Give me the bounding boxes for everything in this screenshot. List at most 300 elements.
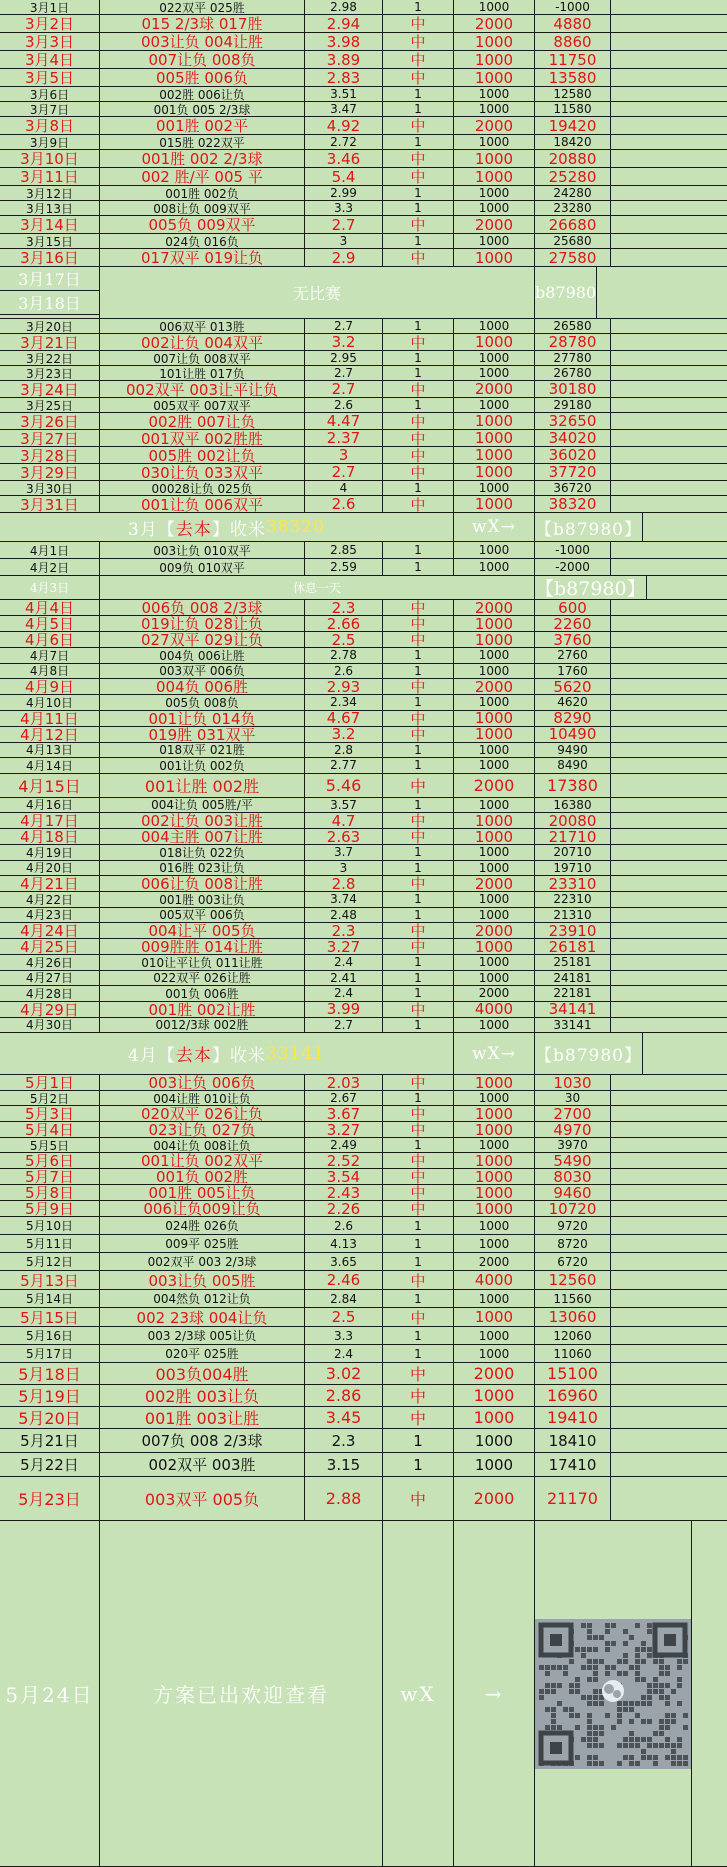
odds-cell: 2.78: [305, 648, 383, 663]
odds-cell: 2.49: [305, 1138, 383, 1152]
result-cell: 中: [383, 1122, 454, 1137]
date-cell: 5月13日: [0, 1271, 100, 1289]
balance-cell: 20710: [535, 845, 611, 860]
balance-cell: 10720: [535, 1201, 611, 1216]
table-row: [0, 664, 727, 680]
stake-cell: 1000: [454, 813, 535, 828]
match-cell: 007让负 008负: [100, 51, 305, 68]
stake-cell: 2000: [454, 1253, 535, 1270]
date-cell: 3月31日: [0, 496, 100, 512]
balance-cell: 22181: [535, 986, 611, 1001]
odds-cell: 2.7: [305, 216, 383, 233]
date-cell: 3月12日: [0, 186, 100, 200]
match-cell: 001让胜 002胜: [100, 774, 305, 797]
result-cell: 1: [383, 481, 454, 495]
rest-date: 4月3日: [0, 576, 100, 599]
stake-cell: 2000: [454, 923, 535, 938]
table-row: [0, 334, 727, 351]
odds-cell: 3.47: [305, 102, 383, 116]
table-row: [0, 1290, 727, 1308]
table-row: [0, 1271, 727, 1290]
balance-cell: 16960: [535, 1385, 611, 1406]
table-row: [0, 0, 727, 15]
balance-cell: 5490: [535, 1153, 611, 1168]
balance-cell: 23280: [535, 201, 611, 215]
rest-text: 休息一天: [100, 576, 535, 599]
balance-cell: 2260: [535, 616, 611, 631]
date-cell: 3月4日: [0, 51, 100, 68]
balance-cell: 12060: [535, 1327, 611, 1344]
table-row: [0, 829, 727, 845]
summary-mid: 】收米: [211, 519, 266, 540]
date-cell: 4月10日: [0, 695, 100, 710]
result-cell: 1: [383, 743, 454, 758]
match-cell: 001负 002胜: [100, 1169, 305, 1184]
break-date-list: [0, 267, 99, 318]
odds-cell: 3.45: [305, 1407, 383, 1428]
odds-cell: 3.98: [305, 33, 383, 50]
match-cell: 001胜 002负: [100, 186, 305, 200]
table-row: [0, 464, 727, 481]
match-cell: 003让负 004让胜: [100, 33, 305, 50]
odds-cell: 3.02: [305, 1363, 383, 1384]
table-row: [0, 600, 727, 616]
result-cell: 1: [383, 758, 454, 773]
table-row: [0, 249, 727, 267]
result-cell: 中: [383, 1385, 454, 1406]
date-cell: 5月3日: [0, 1106, 100, 1121]
table-row: [0, 695, 727, 711]
result-cell: 1: [383, 1345, 454, 1362]
odds-cell: 2.5: [305, 632, 383, 647]
result-cell: 中: [383, 1477, 454, 1520]
date-cell: 3月10日: [0, 150, 100, 167]
date-cell: 4月5日: [0, 616, 100, 631]
break-date: 3月17日: [0, 267, 99, 291]
table-row: [0, 1327, 727, 1345]
match-cell: 101让胜 017负: [100, 366, 305, 380]
odds-cell: 2.43: [305, 1185, 383, 1200]
date-cell: 4月12日: [0, 727, 100, 742]
odds-cell: 2.77: [305, 758, 383, 773]
match-cell: 030让负 033双平: [100, 464, 305, 480]
result-cell: 1: [383, 366, 454, 380]
stake-cell: 1000: [454, 542, 535, 558]
balance-cell: 27780: [535, 351, 611, 365]
match-cell: 001胜 002平: [100, 117, 305, 134]
table-row: [0, 1385, 727, 1407]
stake-cell: 1000: [454, 135, 535, 149]
stake-cell: 1000: [454, 1201, 535, 1216]
summary-text: [0, 1033, 454, 1074]
match-cell: 004让平 005负: [100, 923, 305, 938]
result-cell: 中: [383, 1271, 454, 1289]
result-cell: 中: [383, 1106, 454, 1121]
balance-cell: 34020: [535, 430, 611, 446]
result-cell: 1: [383, 845, 454, 860]
table-row: [0, 923, 727, 939]
stake-cell: 1000: [454, 559, 535, 575]
match-cell: 005负 009双平: [100, 216, 305, 233]
result-cell: 1: [383, 986, 454, 1001]
stake-cell: 1000: [454, 798, 535, 813]
odds-cell: 2.98: [305, 0, 383, 14]
match-cell: 015胜 022双平: [100, 135, 305, 149]
stake-cell: 1000: [454, 1169, 535, 1184]
date-cell: 4月27日: [0, 971, 100, 986]
stake-cell: 2000: [454, 600, 535, 615]
match-cell: 024负 016负: [100, 234, 305, 248]
stake-cell: 1000: [454, 1327, 535, 1344]
no-match-text: 无比赛: [100, 267, 535, 318]
table-row: [0, 351, 727, 366]
result-cell: 中: [383, 1201, 454, 1216]
stake-cell: 1000: [454, 398, 535, 412]
match-cell: 001胜 003让负: [100, 892, 305, 907]
balance-cell: 26680: [535, 216, 611, 233]
balance-cell: 11750: [535, 51, 611, 68]
balance-cell: 34141: [535, 1002, 611, 1017]
table-row: [0, 1185, 727, 1201]
date-cell: 4月15日: [0, 774, 100, 797]
break-date: 3月18日: [0, 291, 99, 315]
balance-cell: 15100: [535, 1363, 611, 1384]
match-cell: 006负 008 2/3球: [100, 600, 305, 615]
date-cell: 3月21日: [0, 334, 100, 350]
qr-code-icon: [535, 1619, 691, 1769]
date-cell: 3月30日: [0, 481, 100, 495]
table-row: [0, 234, 727, 249]
date-cell: 3月11日: [0, 168, 100, 185]
date-cell: 5月9日: [0, 1201, 100, 1216]
match-cell: 010让平让负 011让胜: [100, 955, 305, 970]
date-cell: 3月9日: [0, 135, 100, 149]
result-cell: 中: [383, 168, 454, 185]
match-cell: 004让负 008让负: [100, 1138, 305, 1152]
match-cell: 001负 005 2/3球: [100, 102, 305, 116]
odds-cell: 2.88: [305, 1477, 383, 1520]
match-cell: 019让负 028让负: [100, 616, 305, 631]
date-cell: 3月3日: [0, 33, 100, 50]
odds-cell: 3.74: [305, 892, 383, 907]
stake-cell: 1000: [454, 87, 535, 101]
table-row: [0, 102, 727, 117]
date-cell: 3月6日: [0, 87, 100, 101]
table-row: [0, 892, 727, 908]
odds-cell: 2.7: [305, 464, 383, 480]
table-row: [0, 616, 727, 632]
stake-cell: 1000: [454, 150, 535, 167]
table-row: [0, 33, 727, 51]
date-cell: 3月16日: [0, 249, 100, 266]
odds-cell: 3.99: [305, 1002, 383, 1017]
balance-cell: 19710: [535, 861, 611, 876]
odds-cell: 3.7: [305, 845, 383, 860]
odds-cell: 2.63: [305, 829, 383, 844]
odds-cell: 2.41: [305, 971, 383, 986]
table-row: [0, 1153, 727, 1169]
balance-cell: 20080: [535, 813, 611, 828]
date-cell: 5月22日: [0, 1453, 100, 1476]
odds-cell: 2.4: [305, 986, 383, 1001]
date-cell: 4月4日: [0, 600, 100, 615]
date-cell: 3月14日: [0, 216, 100, 233]
balance-cell: 600: [535, 600, 611, 615]
result-cell: 1: [383, 319, 454, 333]
balance-cell: 32650: [535, 413, 611, 429]
odds-cell: 3: [305, 447, 383, 463]
result-cell: 中: [383, 496, 454, 512]
stake-cell: 2000: [454, 1477, 535, 1520]
match-cell: 022双平 026让胜: [100, 971, 305, 986]
date-cell: 3月24日: [0, 381, 100, 397]
date-cell: 3月29日: [0, 464, 100, 480]
match-cell: 004负 006胜: [100, 679, 305, 694]
result-cell: 中: [383, 1308, 454, 1326]
odds-cell: 2.6: [305, 1217, 383, 1234]
stake-cell: 2000: [454, 774, 535, 797]
stake-cell: 2000: [454, 15, 535, 32]
rest-day-row: [0, 576, 727, 600]
summary-amount: 33141: [265, 1043, 325, 1064]
result-cell: 中: [383, 829, 454, 844]
result-cell: 1: [383, 648, 454, 663]
balance-cell: 21170: [535, 1477, 611, 1520]
table-row: [0, 430, 727, 447]
date-cell: 4月9日: [0, 679, 100, 694]
table-row: [0, 150, 727, 168]
stake-cell: 1000: [454, 1290, 535, 1307]
match-cell: 017双平 019让负: [100, 249, 305, 266]
table-row: [0, 481, 727, 496]
match-cell: 002双平 003让平让负: [100, 381, 305, 397]
result-cell: 中: [383, 876, 454, 891]
balance-cell: 10490: [535, 727, 611, 742]
table-row: [0, 939, 727, 955]
odds-cell: 2.37: [305, 430, 383, 446]
wechat-code: 【b87980】: [535, 1033, 643, 1074]
break-dates: [0, 267, 100, 318]
table-row: [0, 1075, 727, 1091]
table-row: [0, 711, 727, 727]
date-cell: 5月10日: [0, 1217, 100, 1234]
result-cell: 1: [383, 1235, 454, 1252]
break-date: [0, 315, 99, 318]
odds-cell: 2.52: [305, 1153, 383, 1168]
date-cell: 4月16日: [0, 798, 100, 813]
result-cell: 中: [383, 51, 454, 68]
qr-cell: [535, 1521, 692, 1866]
result-cell: 中: [383, 447, 454, 463]
stake-cell: 1000: [454, 1106, 535, 1121]
date-cell: 4月18日: [0, 829, 100, 844]
date-cell: 5月14日: [0, 1290, 100, 1307]
date-cell: 4月25日: [0, 939, 100, 954]
result-cell: 中: [383, 600, 454, 615]
match-cell: 008让负 009双平: [100, 201, 305, 215]
odds-cell: 2.84: [305, 1290, 383, 1307]
balance-cell: 18410: [535, 1429, 611, 1452]
date-cell: 5月18日: [0, 1363, 100, 1384]
match-cell: 002双平 003胜: [100, 1453, 305, 1476]
odds-cell: 3.57: [305, 798, 383, 813]
odds-cell: 2.8: [305, 743, 383, 758]
table-row: [0, 319, 727, 334]
table-row: [0, 15, 727, 33]
table-row: [0, 648, 727, 664]
table-row: [0, 632, 727, 648]
month-summary-row: [0, 1033, 727, 1075]
table-row: [0, 1429, 727, 1453]
table-row: [0, 542, 727, 559]
balance-cell: 8030: [535, 1169, 611, 1184]
date-cell: 5月11日: [0, 1235, 100, 1252]
result-cell: 中: [383, 632, 454, 647]
result-cell: 中: [383, 939, 454, 954]
result-cell: 1: [383, 351, 454, 365]
odds-cell: 3.3: [305, 201, 383, 215]
result-cell: 1: [383, 971, 454, 986]
balance-cell: 25680: [535, 234, 611, 248]
wx-label: wX→: [454, 1033, 535, 1074]
stake-cell: 2000: [454, 679, 535, 694]
balance-cell: 17380: [535, 774, 611, 797]
stake-cell: 1000: [454, 33, 535, 50]
table-row: [0, 135, 727, 150]
stake-cell: 1000: [454, 743, 535, 758]
odds-cell: 2.66: [305, 616, 383, 631]
date-cell: 5月6日: [0, 1153, 100, 1168]
balance-cell: 1760: [535, 664, 611, 679]
result-cell: 1: [383, 955, 454, 970]
balance-cell: 3760: [535, 632, 611, 647]
table-row: [0, 1407, 727, 1429]
result-cell: 中: [383, 249, 454, 266]
balance-cell: 18420: [535, 135, 611, 149]
stake-cell: 1000: [454, 616, 535, 631]
balance-cell: 13060: [535, 1308, 611, 1326]
odds-cell: 2.48: [305, 908, 383, 923]
result-cell: 中: [383, 216, 454, 233]
date-cell: 5月2日: [0, 1091, 100, 1105]
stake-cell: 1000: [454, 1018, 535, 1033]
odds-cell: 3.51: [305, 87, 383, 101]
stake-cell: 1000: [454, 496, 535, 512]
result-cell: 1: [383, 861, 454, 876]
balance-cell: 37720: [535, 464, 611, 480]
date-cell: 5月20日: [0, 1407, 100, 1428]
stake-cell: 1000: [454, 695, 535, 710]
odds-cell: 2.7: [305, 366, 383, 380]
match-cell: 003让负 010双平: [100, 542, 305, 558]
table-row: [0, 1363, 727, 1385]
result-cell: 中: [383, 430, 454, 446]
odds-cell: 3.54: [305, 1169, 383, 1184]
table-row: [0, 1122, 727, 1138]
match-cell: 001让负 014负: [100, 711, 305, 726]
match-cell: 020平 025胜: [100, 1345, 305, 1362]
odds-cell: 2.72: [305, 135, 383, 149]
stake-cell: 1000: [454, 334, 535, 350]
date-cell: 5月17日: [0, 1345, 100, 1362]
date-cell: 5月21日: [0, 1429, 100, 1452]
odds-cell: 2.59: [305, 559, 383, 575]
date-cell: 5月8日: [0, 1185, 100, 1200]
balance-cell: 25181: [535, 955, 611, 970]
table-row: [0, 168, 727, 186]
balance-cell: 26780: [535, 366, 611, 380]
stake-cell: 1000: [454, 1235, 535, 1252]
match-cell: 001负 006胜: [100, 986, 305, 1001]
result-cell: 1: [383, 1138, 454, 1152]
table-row: [0, 69, 727, 87]
stake-cell: 2000: [454, 117, 535, 134]
date-cell: 4月19日: [0, 845, 100, 860]
stake-cell: 1000: [454, 351, 535, 365]
odds-cell: 2.6: [305, 398, 383, 412]
qr-code-image[interactable]: [535, 1619, 691, 1769]
stake-cell: 1000: [454, 1217, 535, 1234]
table-row: [0, 447, 727, 464]
result-cell: 1: [383, 1429, 454, 1452]
table-row: [0, 51, 727, 69]
balance-cell: 11560: [535, 1290, 611, 1307]
table-row: [0, 216, 727, 234]
balance-cell: -1000: [535, 542, 611, 558]
date-cell: 5月12日: [0, 1253, 100, 1270]
match-cell: 003 2/3球 005让负: [100, 1327, 305, 1344]
date-cell: 3月25日: [0, 398, 100, 412]
date-cell: 3月23日: [0, 366, 100, 380]
match-cell: 003双平 006负: [100, 664, 305, 679]
stake-cell: 1000: [454, 971, 535, 986]
date-cell: 4月21日: [0, 876, 100, 891]
match-cell: 005胜 002让负: [100, 447, 305, 463]
balance-cell: 2700: [535, 1106, 611, 1121]
stake-cell: 2000: [454, 381, 535, 397]
result-cell: 1: [383, 1253, 454, 1270]
date-cell: 3月13日: [0, 201, 100, 215]
table-row: [0, 496, 727, 513]
result-cell: 1: [383, 1453, 454, 1476]
stake-cell: 1000: [454, 1453, 535, 1476]
match-cell: 002让负 003让胜: [100, 813, 305, 828]
balance-cell: 1030: [535, 1075, 611, 1090]
table-row: [0, 559, 727, 576]
table-row: [0, 743, 727, 759]
table-row: [0, 398, 727, 413]
stake-cell: 1000: [454, 430, 535, 446]
match-cell: 001让负 006双平: [100, 496, 305, 512]
stake-cell: 4000: [454, 1002, 535, 1017]
table-row: [0, 1253, 727, 1271]
match-cell: 009负 010双平: [100, 559, 305, 575]
odds-cell: 2.9: [305, 249, 383, 266]
stake-cell: 1000: [454, 1308, 535, 1326]
match-cell: 001让负 002双平: [100, 1153, 305, 1168]
table-row: [0, 1235, 727, 1253]
balance-cell: 20880: [535, 150, 611, 167]
match-cell: 015 2/3球 017胜: [100, 15, 305, 32]
date-cell: 3月26日: [0, 413, 100, 429]
odds-cell: 4.13: [305, 1235, 383, 1252]
table-row: [0, 727, 727, 743]
odds-cell: 2.95: [305, 351, 383, 365]
balance-cell: 16380: [535, 798, 611, 813]
odds-cell: 3: [305, 234, 383, 248]
odds-cell: 4: [305, 481, 383, 495]
balance-cell: 29180: [535, 398, 611, 412]
